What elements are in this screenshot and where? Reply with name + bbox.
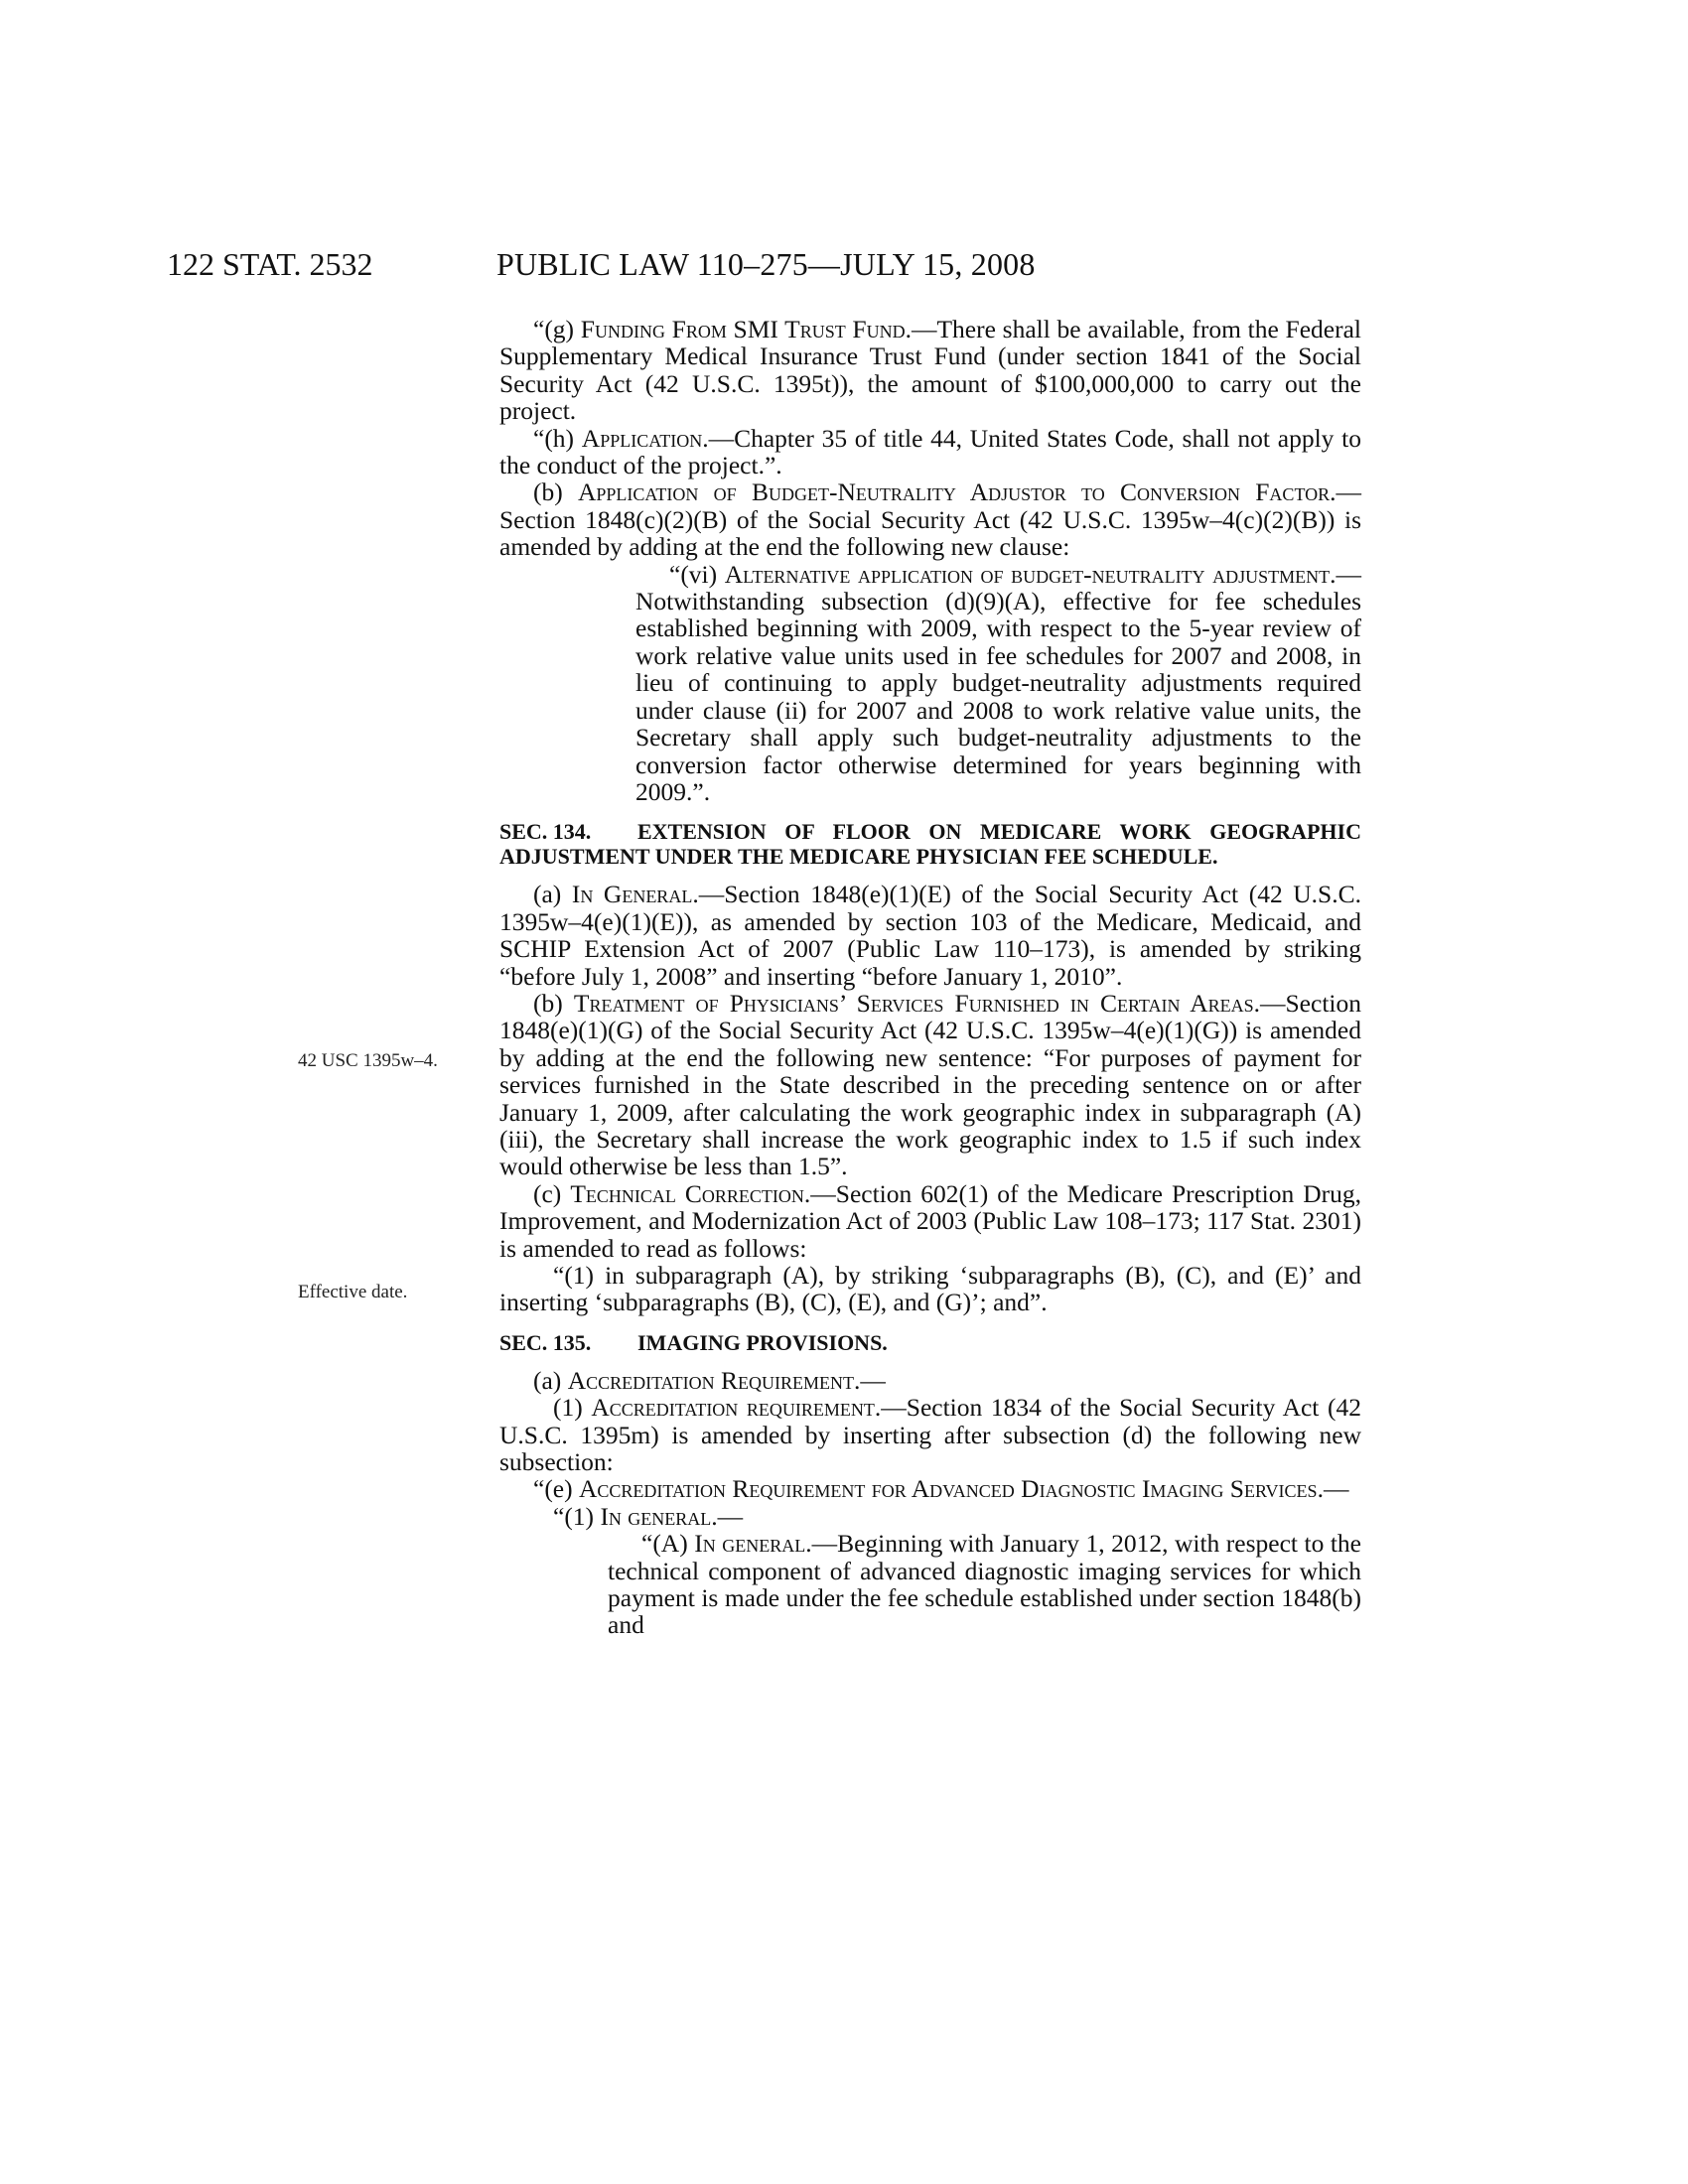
subsection-e-paragraph-1: “(1) In general.— — [553, 1501, 744, 1531]
subsection-heading: Accreditation Requirement for Advanced Diagnostic Imaging Services — [579, 1474, 1318, 1504]
section-134-c: (c) Technical Correction.—Section 602(1) of the Medicare Prescription Drug, Improvement, and Modernization Act of 2003 (Public Law 108–173; 117 Stat. 2301) is amended to read as follows: — [499, 1178, 1361, 1263]
section-number: SEC. 134. — [499, 819, 592, 845]
subsection-g: “(g) Funding From SMI Trust Fund.—There shall be available, from the Federal Supplementary Medical Insurance Trust Fund (under section 1841 of the Social Security Act (42 U.S.C. 1395t)), the amount of $100,000,000 to carry out the project. — [499, 315, 1361, 426]
subsection-heading: Treatment of Physicians’ Services Furnished in Certain Areas — [573, 988, 1254, 1018]
subsection-heading: In General — [571, 880, 693, 909]
clause-vi: “(vi) Alternative application of budget-neutrality adjustment.—Notwithstanding subsection (d)(9)(A), effective for fee schedules established beginning with 2009, with respect to the 5-year review of work relative value units used in fee schedules for 2007 and 2008, in lieu of continuing to apply budget-neutrality adjustments required under clause (ii) for 2007 and 2008 to work relative value units, the Secretary shall apply such budget-neutrality adjustments to the conversion factor otherwise determined for years beginning with 2009.”. — [635, 559, 1361, 806]
paragraph-heading: In general — [600, 1501, 712, 1531]
subparagraph-heading: In general — [694, 1529, 806, 1559]
section-134-c-paragraph-1: “(1) in subparagraph (A), by striking ‘subparagraphs (B), (C), and (E)’ and inserting ‘subparagraphs (B), (C), (E), and (G)’; and”. — [499, 1261, 1361, 1317]
running-title: PUBLIC LAW 110–275—JULY 15, 2008 — [496, 246, 1036, 282]
subsection-heading: Application of Budget-Neutrality Adjustor to Conversion Factor — [578, 478, 1331, 507]
document-body — [499, 316, 1361, 1639]
section-135-a-paragraph-1: (1) Accreditation requirement.—Section 1834 of the Social Security Act (42 U.S.C. 1395m) is amended by inserting after subsection (d) the following new subsection: — [499, 1393, 1361, 1477]
subsection-b: (b) Application of Budget-Neutrality Adjustor to Conversion Factor.—Section 1848(c)(2)(B) of the Social Security Act (42 U.S.C. 1395w–4(c)(2)(B)) is amended by adding at the end the following new clause: — [499, 478, 1361, 562]
subsection-h: “(h) Application.—Chapter 35 of title 44, United States Code, shall not apply to the conduct of the project.”. — [499, 423, 1361, 480]
margin-note-usc: 42 USC 1395w–4. — [298, 1050, 438, 1071]
section-135-a: (a) Accreditation Requirement.— — [533, 1365, 886, 1395]
section-title: EXTENSION OF FLOOR ON MEDICARE WORK GEOGRAPHIC ADJUSTMENT UNDER THE MEDICARE PHYSICIAN FEE SCHEDULE. — [499, 819, 1361, 870]
section-135-heading — [499, 1330, 1361, 1355]
subsection-heading: Accreditation Requirement — [567, 1365, 855, 1395]
statute-page-number: 122 STAT. 2532 — [167, 246, 373, 282]
page-header — [167, 246, 1358, 286]
clause-heading: Alternative application of budget-neutrality adjustment — [724, 559, 1331, 589]
paragraph-heading: Accreditation requirement — [591, 1393, 875, 1423]
margin-note-effective-date: Effective date. — [298, 1282, 408, 1302]
section-134-a: (a) In General.—Section 1848(e)(1)(E) of the Social Security Act (42 U.S.C. 1395w–4(e)(1)(E)), as amended by section 103 of the Medicare, Medicaid, and SCHIP Extension Act of 2007 (Public Law 110–173), is amended by striking “before July 1, 2008” and inserting “before January 1, 2010”. — [499, 880, 1361, 991]
subsection-heading: Technical Correction — [570, 1178, 804, 1208]
section-134-heading — [499, 819, 1361, 869]
section-134-b: (b) Treatment of Physicians’ Services Furnished in Certain Areas.—Section 1848(e)(1)(G) of the Social Security Act (42 U.S.C. 1395w–4(e)(1)(G)) is amended by adding at the end the following new sentence: “For purposes of payment for services furnished in the State described in the preceding sentence on or after January 1, 2009, after calculating the work geographic index in subparagraph (A)(iii), the Secretary shall increase the work geographic index to 1.5 if such index would otherwise be less than 1.5”. — [499, 988, 1361, 1181]
section-title: IMAGING PROVISIONS. — [637, 1329, 888, 1355]
subsection-e: “(e) Accreditation Requirement for Advanced Diagnostic Imaging Services.— — [533, 1474, 1349, 1504]
subsection-heading: Application — [581, 423, 703, 453]
subsection-heading: Funding From SMI Trust Fund — [580, 315, 906, 343]
section-number: SEC. 135. — [499, 1329, 592, 1355]
subparagraph-A: “(A) In general.—Beginning with January 1, 2012, with respect to the technical component of advanced diagnostic imaging services for which payment is made under the fee schedule established under section 1848(b) and — [608, 1529, 1361, 1640]
